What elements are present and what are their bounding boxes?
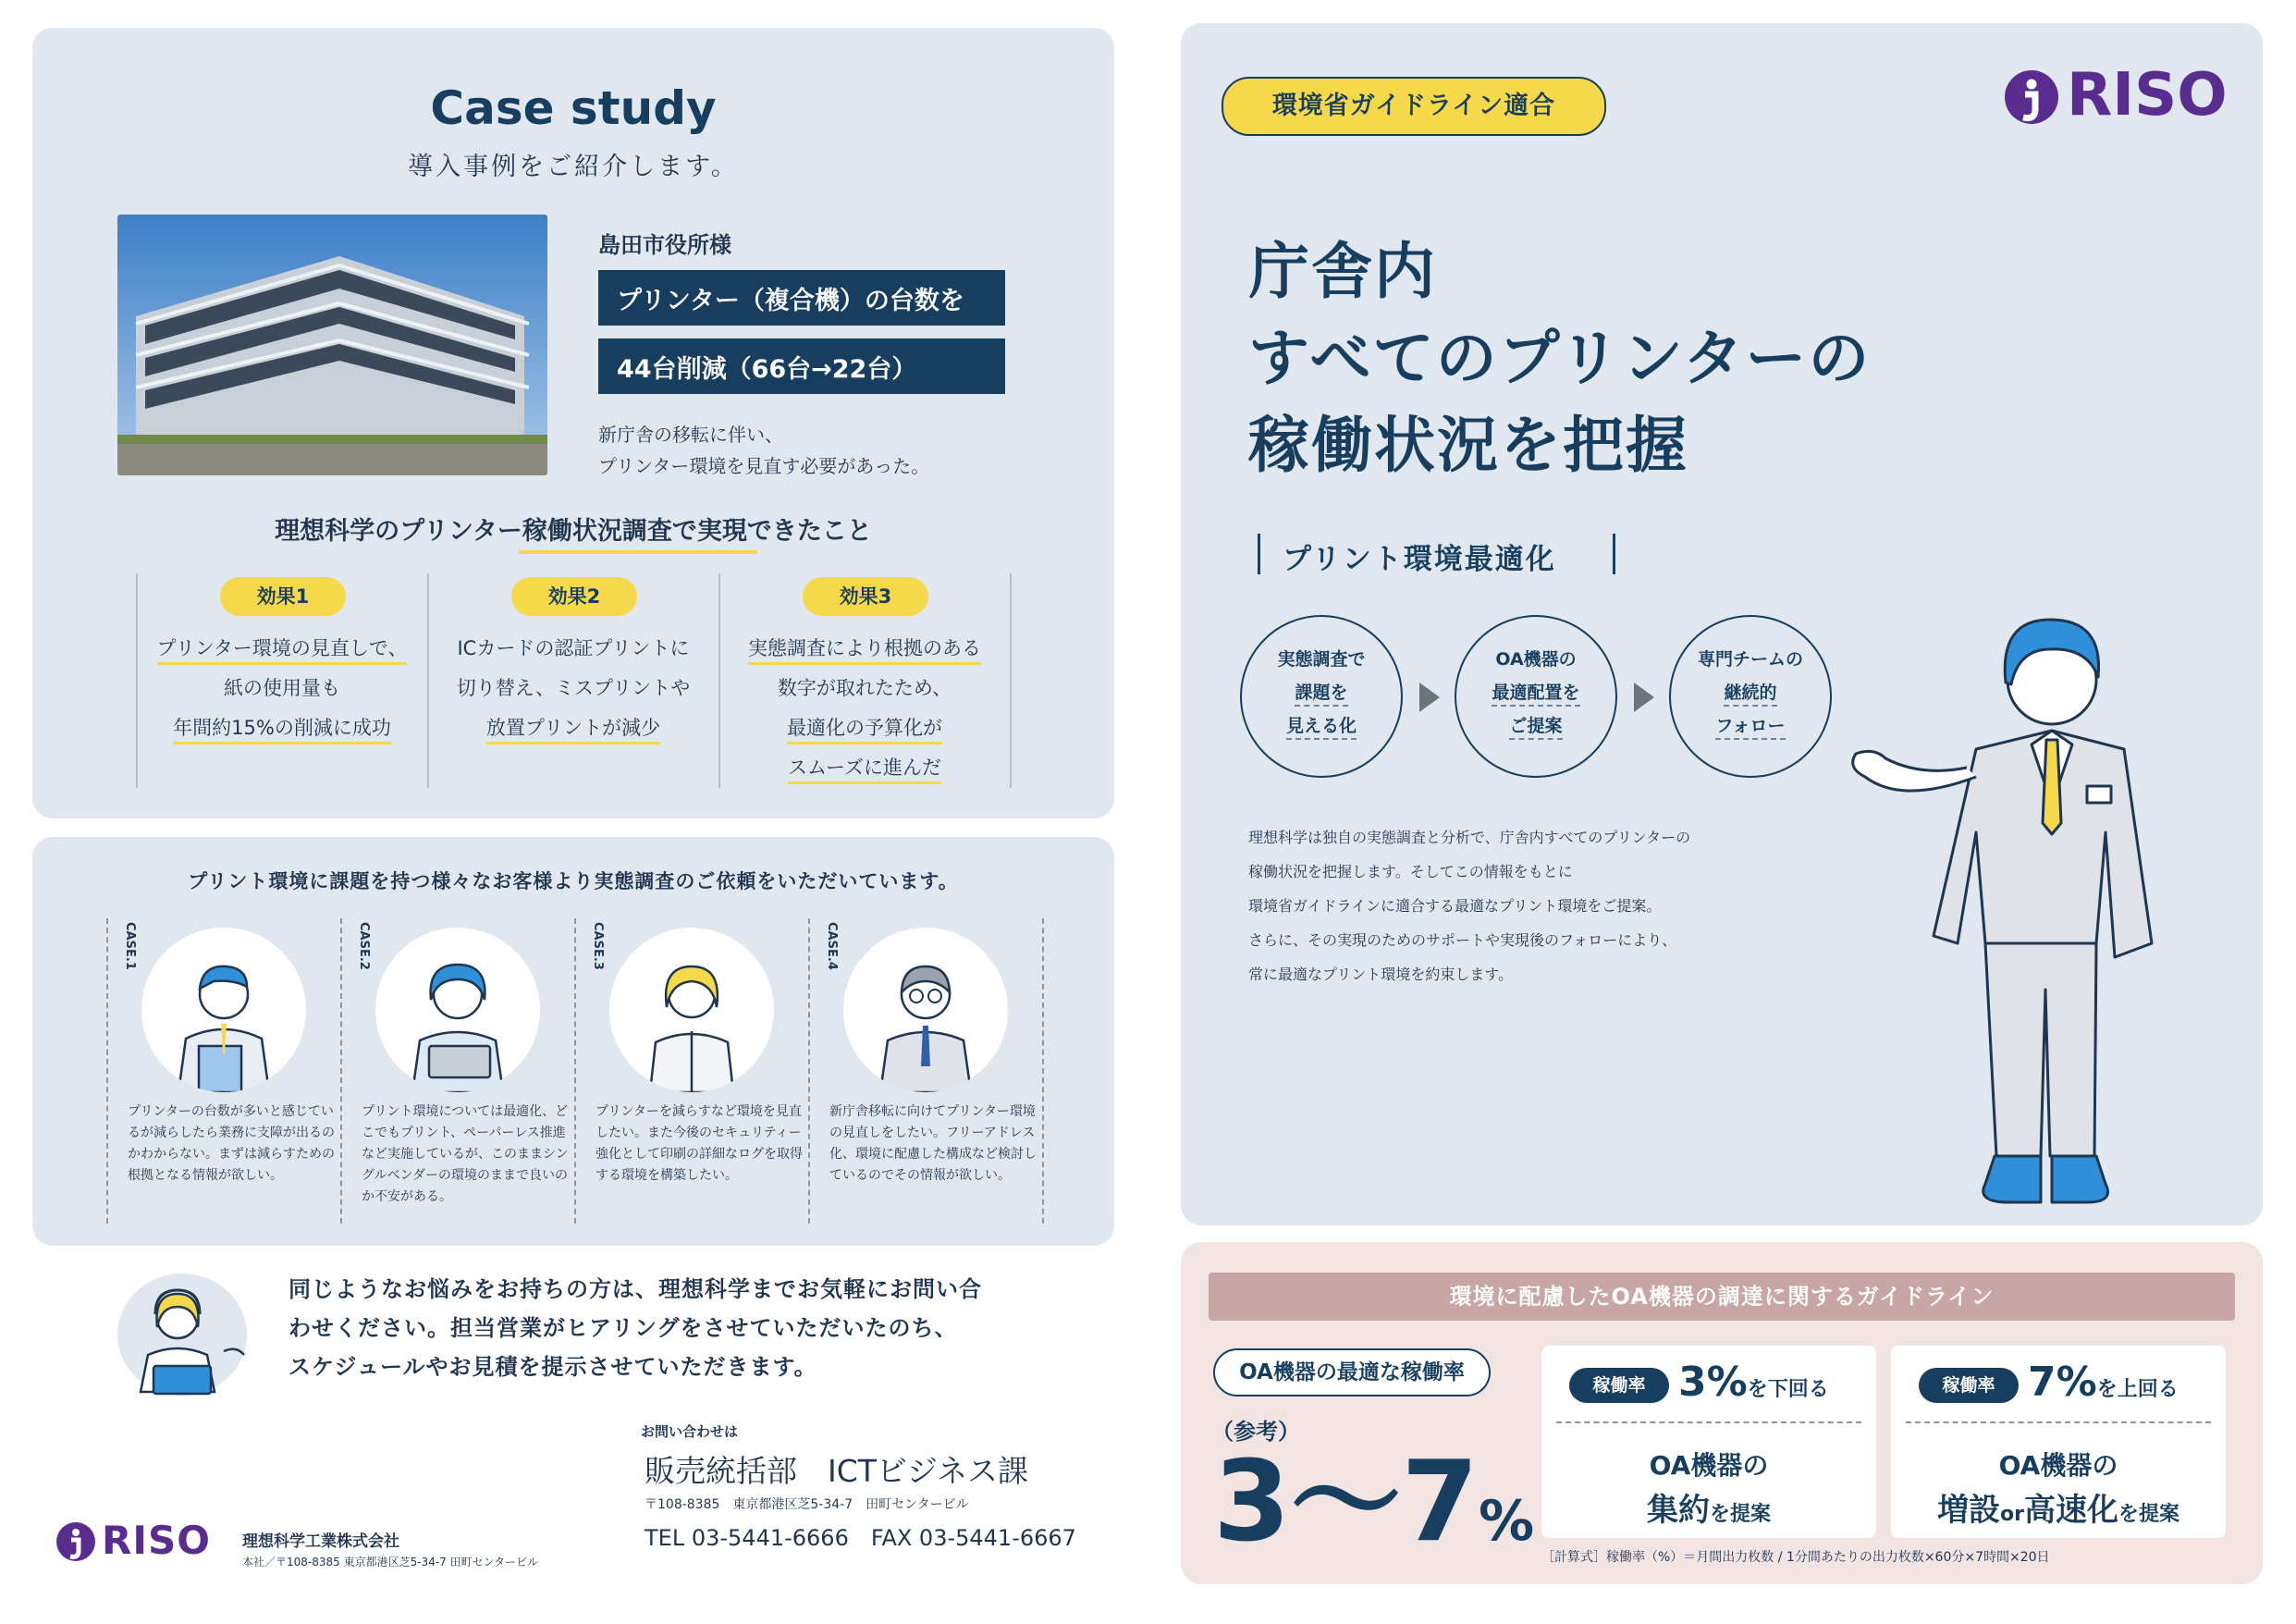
- hero-riso-logo-text: RISO: [2067, 61, 2228, 129]
- effect-line: 実態調査により根拠のある: [748, 637, 981, 665]
- effect-line: 年間約15%の削減に成功: [173, 717, 391, 744]
- formula: ［計算式］稼働率（%）＝月間出力枚数 / 1分間あたりの出力枚数×60分×7時間×20日: [1541, 1550, 2050, 1565]
- effect-line: スムーズに進んだ: [788, 757, 941, 784]
- prompt-line: 同じようなお悩みをお持ちの方は、理想科学までお気軽にお問い合: [289, 1276, 982, 1302]
- divider: [1906, 1421, 2211, 1423]
- effect-3-text: [726, 629, 1003, 788]
- cases-heading: プリント環境に課題を持つ様々なお客様より実態調査のご依頼をいただいています。: [188, 870, 959, 892]
- step-2: [1455, 615, 1617, 778]
- contact-prompt: [289, 1270, 982, 1386]
- divider: [427, 573, 429, 788]
- case-1-text: プリンターの台数が多いと感じているが減らしたら業務に支障が出るのかわからない。まずは減らすための根拠となる情報が欲しい。: [128, 1104, 335, 1183]
- step-line: 継続的: [1724, 683, 1776, 707]
- box1-suffix: を下回る: [1747, 1378, 1829, 1401]
- divider: [340, 918, 342, 1224]
- hero-title: [1248, 228, 1871, 489]
- contact-phone: TEL 03-5441-6666 FAX 03-5441-6667: [645, 1525, 1076, 1551]
- box2-line1: OA機器の: [1998, 1450, 2118, 1481]
- body-line: 理想科学は独自の実態調査と分析で、庁舎内すべてのプリンターの: [1248, 829, 1691, 846]
- box2-bold: 増設: [1937, 1492, 2000, 1529]
- hero-riso-logo: [2004, 61, 2228, 129]
- subtitle-bracket-right: [1613, 534, 1615, 574]
- case-2-tag: CASE.2: [357, 922, 371, 970]
- rate-value-main: 3〜7: [1213, 1438, 1479, 1567]
- box1-pct: 3%: [1678, 1359, 1748, 1406]
- hero-title-line: すべてのプリンターの: [1248, 323, 1872, 394]
- case-3-text: プリンターを減らすなど環境を見直したい。また今後のセキュリティー強化として印刷の詳細なログを取得する環境を構築したい。: [595, 1104, 803, 1183]
- divider: [718, 573, 720, 788]
- case-4-text: 新庁舎移転に向けてプリンター環境の見直しをしたい。フリーアドレス化、環境に配慮した構成など検討しているのでその情報が欲しい。: [829, 1104, 1037, 1183]
- riso-logo-text: RISO: [102, 1518, 211, 1563]
- divider: [106, 918, 108, 1224]
- guideline-panel: [1181, 1242, 2263, 1584]
- guideline-badge: 環境省ガイドライン適合: [1222, 77, 1606, 136]
- building-photo: [117, 215, 547, 475]
- effect-3-label: 効果3: [803, 577, 928, 616]
- hero-panel: [1181, 23, 2263, 1225]
- step-line: 実態調査で: [1277, 649, 1366, 670]
- effect-line: 数字が取れたため、: [777, 677, 952, 699]
- step-line: 最適配置を: [1492, 683, 1579, 707]
- step-line: 専門チームの: [1697, 649, 1803, 670]
- box1-threshold: [1678, 1359, 1829, 1406]
- contact-dept: 販売統括部 ICTビジネス課: [645, 1453, 1028, 1489]
- box2-mid: or: [2000, 1503, 2024, 1526]
- divider: [136, 573, 138, 788]
- box1-line1: OA機器の: [1649, 1450, 1769, 1481]
- cases-panel: [32, 837, 1114, 1246]
- effect-line: プリンター環境の見直しで、: [157, 637, 408, 665]
- body-line: 稼働状況を把握します。そしてこの情報をもとに: [1248, 863, 1573, 880]
- effect-2-text: [435, 629, 712, 748]
- case-1-tag: CASE.1: [123, 922, 137, 970]
- businessman-illustration: [1847, 592, 2235, 1230]
- above-7-box: [1891, 1346, 2226, 1538]
- step-line: フォロー: [1715, 716, 1785, 740]
- rate-value: [1213, 1438, 1535, 1567]
- company-address: 本社／〒108-8385 東京都港区芝5-34-7 田町センタービル: [242, 1556, 539, 1569]
- hero-body: [1248, 820, 1690, 991]
- contact-address: 〒108-8385 東京都港区芝5-34-7 田町センタービル: [645, 1497, 969, 1512]
- reference-label: （参考）: [1211, 1419, 1300, 1445]
- body-line: さらに、その実現のためのサポートや実現後のフォローにより、: [1248, 931, 1677, 949]
- effect-line: 最適化の予算化が: [787, 717, 942, 744]
- case-2-illustration: [375, 928, 540, 1092]
- step-line: OA機器の: [1495, 649, 1577, 670]
- step-line: 見える化: [1286, 716, 1357, 740]
- step-arrow-icon: [1634, 683, 1654, 712]
- case-study-title: Case study: [430, 81, 717, 135]
- box1-line2: [1541, 1484, 1876, 1530]
- effect-2-label: 効果2: [511, 577, 637, 616]
- case-2-text: プリント環境については最適化、どこでもプリント、ペーパーレス推進など実施しているが、このままシングルベンダーの環境のままで良いのか不安がある。: [362, 1104, 569, 1204]
- case-4-tag: CASE.4: [825, 922, 839, 970]
- contact-label: お問い合わせは: [641, 1423, 739, 1440]
- case-3-tag: CASE.3: [591, 922, 605, 970]
- effect-line: 放置プリントが減少: [486, 717, 660, 744]
- box1-bold: 集約: [1646, 1492, 1710, 1529]
- client-name: 島田市役所様: [598, 232, 731, 258]
- divider: [1010, 573, 1012, 788]
- box2-threshold: [2028, 1359, 2179, 1406]
- prompt-line: スケジュールやお見積を提示させていただきます。: [289, 1354, 817, 1380]
- effect-line: 紙の使用量も: [224, 677, 340, 699]
- guideline-header: 環境に配慮したOA機器の調達に関するガイドライン: [1209, 1273, 2235, 1321]
- achievement-heading: [32, 511, 1114, 547]
- effect-1-label: 効果1: [220, 577, 346, 616]
- subtitle-bracket-left: [1258, 534, 1260, 574]
- body-line: 常に最適なプリント環境を約束します。: [1248, 966, 1514, 983]
- case-study-panel: [32, 28, 1114, 818]
- step-1: [1240, 615, 1403, 778]
- hero-title-line: 庁舎内: [1248, 236, 1437, 307]
- box1-line2-suffix: を提案: [1709, 1503, 1771, 1526]
- step-line: ご提案: [1509, 716, 1562, 740]
- riso-logo: [55, 1519, 231, 1564]
- effect-1-text: [143, 629, 421, 748]
- box2-suffix: を上回る: [2096, 1378, 2179, 1401]
- box2-line2: [1891, 1484, 2226, 1530]
- company-name: 理想科学工業株式会社: [242, 1532, 399, 1551]
- rate-badge: 稼働率: [1569, 1368, 1669, 1403]
- below-3-box: [1541, 1346, 1876, 1538]
- step-arrow-icon: [1419, 683, 1440, 712]
- case-3-illustration: [609, 928, 774, 1092]
- hero-subtitle: プリント環境最適化: [1283, 543, 1556, 576]
- result-bar-2: 44台削減（66台→22台）: [598, 338, 1005, 394]
- divider: [574, 918, 576, 1224]
- divider: [1556, 1421, 1861, 1423]
- result-bar-1: プリンター（複合機）の台数を: [598, 270, 1005, 326]
- rate-badge: 稼働率: [1919, 1368, 2019, 1403]
- case-study-subtitle: 導入事例をご紹介します。: [408, 153, 739, 181]
- achievement-heading-text: 理想科学のプリンター稼働状況調査で実現できたこと: [275, 517, 872, 546]
- background-text-2: プリンター環境を見直す必要があった。: [598, 455, 930, 477]
- background-text-1: 新庁舎の移転に伴い、: [598, 424, 783, 446]
- divider: [808, 918, 810, 1224]
- hero-title-line: 稼働状況を把握: [1248, 410, 1688, 481]
- body-line: 環境省ガイドラインに適合する最適なプリント環境をご提案。: [1248, 897, 1662, 915]
- support-illustration: [113, 1262, 270, 1396]
- box2-line2-suffix: を提案: [2118, 1503, 2179, 1526]
- case-4-illustration: [843, 928, 1008, 1092]
- heading-underline: [519, 550, 757, 554]
- divider: [1042, 918, 1044, 1224]
- prompt-line: わせください。担当営業がヒアリングをさせていただいたのち、: [289, 1315, 958, 1341]
- step-line: 課題を: [1295, 683, 1347, 707]
- optimal-rate-label: OA機器の最適な稼働率: [1213, 1348, 1491, 1396]
- effect-line: ICカードの認証プリントに: [457, 637, 690, 659]
- rate-value-unit: %: [1479, 1489, 1535, 1554]
- step-3: [1669, 615, 1832, 778]
- effect-line: 切り替え、ミスプリントや: [456, 677, 691, 699]
- case-1-illustration: [141, 928, 306, 1092]
- box2-bold2: 高速化: [2023, 1492, 2118, 1529]
- box2-pct: 7%: [2028, 1359, 2097, 1406]
